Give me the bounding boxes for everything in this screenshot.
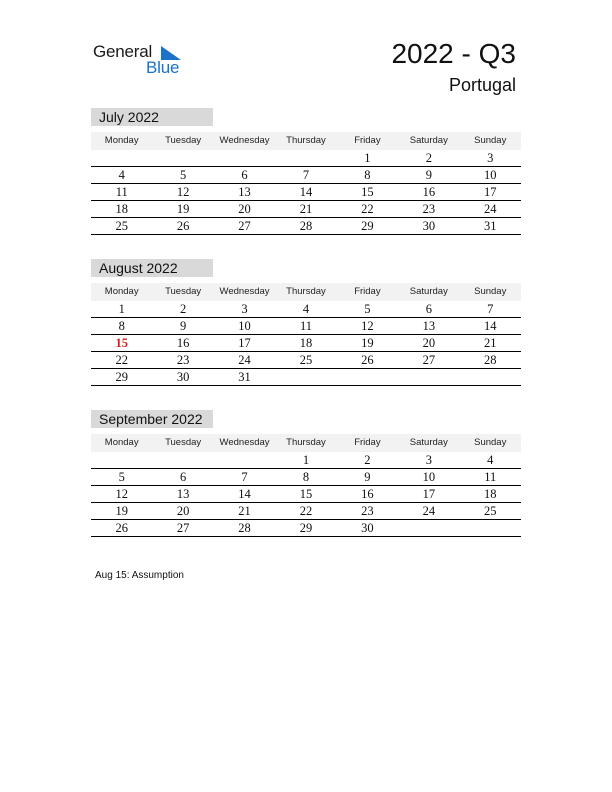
day-cell: 21 xyxy=(238,504,251,518)
day-cell xyxy=(275,150,336,166)
day-cell: 23 xyxy=(176,353,190,367)
weekday-label: Sunday xyxy=(474,437,507,448)
week-row xyxy=(91,335,521,352)
day-cell: 7 xyxy=(302,168,310,182)
day-cell: 29 xyxy=(299,521,313,535)
day-cell: 30 xyxy=(361,521,374,535)
country-name: Portugal xyxy=(448,75,516,95)
month-calendar-july xyxy=(91,108,521,235)
day-cell: 9 xyxy=(180,319,187,333)
weekday-label: Monday xyxy=(104,135,139,146)
day-cell: 16 xyxy=(422,185,436,199)
weekday-label: Friday xyxy=(354,135,381,146)
day-cell xyxy=(91,150,152,166)
day-cell: 27 xyxy=(238,219,251,233)
weekday-label: Wednesday xyxy=(219,437,270,448)
month-label: August 2022 xyxy=(91,259,213,277)
day-cell: 29 xyxy=(115,370,128,384)
day-cell: 26 xyxy=(115,521,128,535)
day-cell xyxy=(152,150,213,166)
weekday-label: Saturday xyxy=(409,437,448,448)
week-row xyxy=(91,520,521,537)
day-cell: 23 xyxy=(422,202,436,216)
day-cell: 8 xyxy=(118,319,125,333)
day-cell: 28 xyxy=(238,521,251,535)
day-cell: 24 xyxy=(422,504,436,518)
day-cell: 25 xyxy=(115,219,128,233)
day-cell xyxy=(398,369,459,385)
day-cell: 30 xyxy=(422,219,436,233)
day-cell: 3 xyxy=(241,302,248,316)
day-cell: 5 xyxy=(118,470,125,484)
weekday-label: Thursday xyxy=(286,286,326,297)
day-cell: 31 xyxy=(483,219,497,233)
day-cell: 6 xyxy=(425,302,432,316)
day-cell: 20 xyxy=(422,336,436,350)
day-cell: 21 xyxy=(483,336,497,350)
day-cell: 19 xyxy=(361,336,374,350)
weekday-label: Wednesday xyxy=(219,286,270,297)
day-cell: 1 xyxy=(364,151,371,165)
logo-general-text: General xyxy=(93,42,153,61)
day-cell: 11 xyxy=(299,319,312,333)
day-cell: 16 xyxy=(361,487,374,501)
day-cell: 12 xyxy=(115,487,128,501)
month-label: September 2022 xyxy=(91,410,213,428)
day-cell xyxy=(460,369,521,385)
day-cell: 18 xyxy=(115,202,128,216)
day-cell: 19 xyxy=(115,504,128,518)
weekday-label: Friday xyxy=(354,286,381,297)
day-cell: 22 xyxy=(115,353,128,367)
day-cell: 20 xyxy=(176,504,190,518)
day-cell xyxy=(398,520,459,536)
weekday-label: Saturday xyxy=(409,286,448,297)
weekday-label: Sunday xyxy=(474,286,507,297)
day-cell: 10 xyxy=(422,470,436,484)
day-cell: 29 xyxy=(361,219,374,233)
day-cell: 13 xyxy=(238,185,251,199)
week-row xyxy=(91,318,521,335)
day-cell: 13 xyxy=(422,319,436,333)
week-row xyxy=(91,150,521,167)
day-cell: 7 xyxy=(487,302,494,316)
day-cell: 2 xyxy=(364,453,371,467)
day-cell: 19 xyxy=(176,202,190,216)
weekday-label: Friday xyxy=(354,437,381,448)
day-cell: 31 xyxy=(238,370,251,384)
week-row xyxy=(91,352,521,369)
week-row xyxy=(91,452,521,469)
page-title: 2022 - Q3 xyxy=(391,38,516,69)
week-row xyxy=(91,486,521,503)
weekday-header-row xyxy=(91,132,521,150)
month-calendar-august xyxy=(91,259,521,386)
day-cell: 4 xyxy=(487,453,494,467)
day-cell: 25 xyxy=(299,353,313,367)
week-row xyxy=(91,167,521,184)
day-cell: 17 xyxy=(238,336,251,350)
day-cell: 17 xyxy=(483,185,497,199)
day-cell: 14 xyxy=(238,487,251,501)
weekday-label: Wednesday xyxy=(219,135,270,146)
day-cell: 10 xyxy=(238,319,251,333)
day-cell: 8 xyxy=(364,168,371,182)
day-cell: 18 xyxy=(299,336,313,350)
weekday-label: Monday xyxy=(104,437,139,448)
day-cell xyxy=(91,452,152,468)
day-cell: 22 xyxy=(299,504,313,518)
day-cell: 24 xyxy=(483,202,497,216)
day-cell: 12 xyxy=(361,319,374,333)
day-cell: 25 xyxy=(483,504,497,518)
day-cell: 10 xyxy=(483,168,497,182)
day-cell xyxy=(460,520,521,536)
day-cell: 28 xyxy=(483,353,497,367)
day-cell: 26 xyxy=(176,219,190,233)
day-cell: 28 xyxy=(299,219,313,233)
day-cell: 26 xyxy=(361,353,374,367)
weekday-label: Thursday xyxy=(286,437,326,448)
day-cell: 2 xyxy=(425,151,432,165)
logo-blue-text: Blue xyxy=(146,58,180,77)
weekday-label: Tuesday xyxy=(165,286,202,297)
day-cell: 9 xyxy=(364,470,371,484)
weekday-label: Saturday xyxy=(409,135,448,146)
day-cell: 3 xyxy=(487,151,494,165)
day-cell: 14 xyxy=(483,319,497,333)
day-cell: 22 xyxy=(361,202,374,216)
day-cell: 12 xyxy=(176,185,190,199)
day-cell: 7 xyxy=(241,470,248,484)
day-cell xyxy=(214,452,275,468)
day-cell: 5 xyxy=(364,302,371,316)
holiday-note: Aug 15: Assumption xyxy=(95,570,184,581)
day-cell xyxy=(337,369,398,385)
day-cell: 18 xyxy=(483,487,497,501)
weekday-label: Monday xyxy=(104,286,139,297)
brand-logo xyxy=(93,42,193,78)
day-cell xyxy=(275,369,336,385)
week-row xyxy=(91,369,521,386)
month-label: July 2022 xyxy=(91,108,213,126)
day-cell: 30 xyxy=(176,370,190,384)
month-calendar-september xyxy=(91,410,521,537)
day-cell: 2 xyxy=(180,302,187,316)
holiday-day-cell: 15 xyxy=(115,336,128,350)
day-cell: 24 xyxy=(238,353,251,367)
day-cell: 13 xyxy=(176,487,190,501)
day-cell: 21 xyxy=(299,202,313,216)
day-cell: 6 xyxy=(241,168,248,182)
week-row xyxy=(91,201,521,218)
day-cell: 8 xyxy=(302,470,310,484)
weekday-label: Sunday xyxy=(474,135,507,146)
day-cell: 4 xyxy=(118,168,125,182)
week-row xyxy=(91,503,521,520)
day-cell: 1 xyxy=(118,302,125,316)
weekday-label: Thursday xyxy=(286,135,326,146)
weekday-header-row xyxy=(91,434,521,452)
day-cell: 6 xyxy=(180,470,187,484)
day-cell: 15 xyxy=(361,185,374,199)
day-cell: 16 xyxy=(176,336,190,350)
weekday-label: Tuesday xyxy=(165,135,202,146)
day-cell xyxy=(152,452,213,468)
day-cell: 27 xyxy=(176,521,190,535)
weekday-label: Tuesday xyxy=(165,437,202,448)
day-cell: 20 xyxy=(238,202,251,216)
day-cell: 1 xyxy=(302,453,310,467)
week-row xyxy=(91,184,521,201)
week-row xyxy=(91,218,521,235)
weekday-header-row xyxy=(91,283,521,301)
day-cell: 9 xyxy=(425,168,432,182)
day-cell: 11 xyxy=(484,470,497,484)
day-cell: 27 xyxy=(422,353,436,367)
day-cell: 3 xyxy=(425,453,432,467)
day-cell: 5 xyxy=(180,168,187,182)
day-cell xyxy=(214,150,275,166)
day-cell: 14 xyxy=(299,185,313,199)
week-row xyxy=(91,469,521,486)
day-cell: 11 xyxy=(115,185,128,199)
day-cell: 17 xyxy=(422,487,436,501)
day-cell: 15 xyxy=(299,487,313,501)
week-row xyxy=(91,301,521,318)
day-cell: 4 xyxy=(302,302,310,316)
day-cell: 23 xyxy=(361,504,374,518)
